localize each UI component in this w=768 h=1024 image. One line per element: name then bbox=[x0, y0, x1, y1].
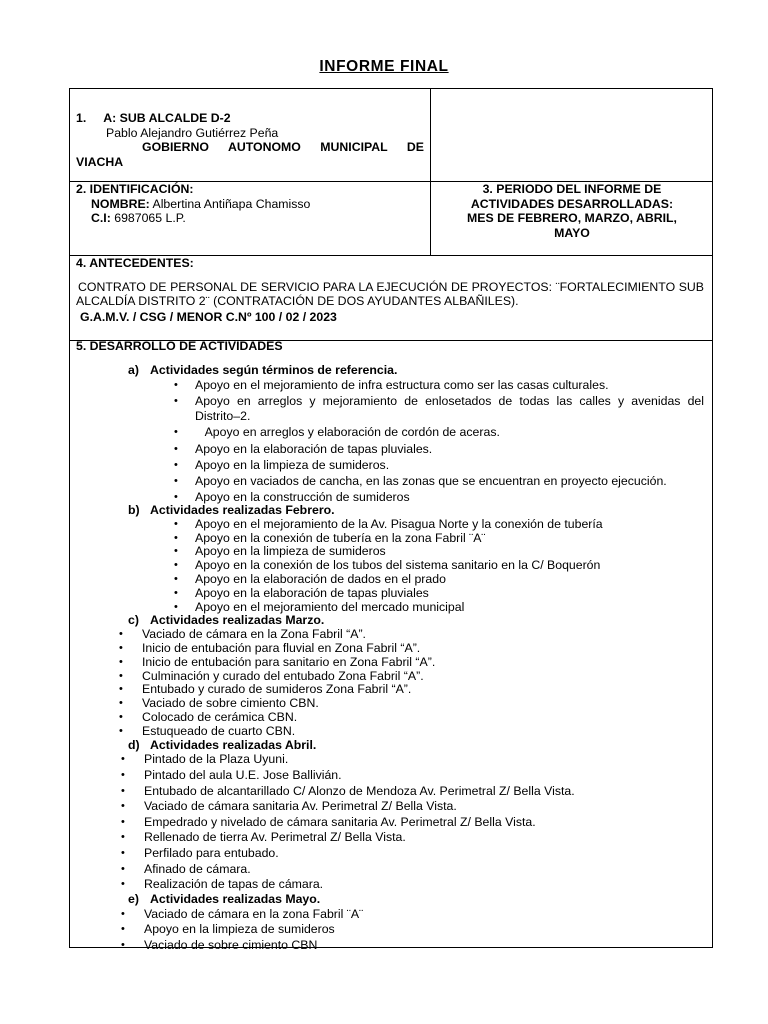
group-letter: e) bbox=[128, 891, 139, 906]
group-letter: b) bbox=[128, 503, 140, 518]
list-item: • Pintado de la Plaza Uyuni. bbox=[121, 752, 704, 768]
document-title: INFORME FINAL bbox=[319, 58, 449, 75]
list-item: • Colocado de cerámica CBN. bbox=[119, 711, 704, 725]
list-item: • Apoyo en la limpieza de sumideros. bbox=[121, 458, 704, 473]
list-item: • Pintado del aula U.E. Jose Ballivián. bbox=[121, 768, 704, 784]
group-letter: d) bbox=[128, 737, 140, 752]
section-background bbox=[76, 256, 704, 324]
group-e-heading bbox=[76, 893, 704, 907]
list-item: • Apoyo en la elaboración de tapas pluviales. bbox=[121, 442, 704, 457]
section-activities bbox=[76, 340, 704, 953]
list-item: • Apoyo en la conexión de tubería en la zona Fabril ¨A¨ bbox=[121, 532, 704, 546]
group-b-list bbox=[76, 518, 704, 615]
list-item: • Vaciado de cámara en la zona Fabril ¨A¨ bbox=[121, 907, 704, 923]
list-item: • Rellenado de tierra Av. Perimetral Z/ Bella Vista. bbox=[121, 830, 704, 846]
list-item: • Apoyo en el mejoramiento de infra estructura como ser las casas culturales. bbox=[121, 378, 704, 393]
background-heading: 4. ANTECEDENTES: bbox=[76, 256, 194, 270]
list-item: • Vaciado de sobre cimiento CBN. bbox=[119, 697, 704, 711]
name-value: Albertina Antiñapa Chamisso bbox=[149, 196, 311, 211]
list-item: • Apoyo en la elaboración de dados en el prado bbox=[121, 573, 704, 587]
list-item: • Culminación y curado del entubado Zona Fabril “A”. bbox=[119, 670, 704, 684]
group-title: Actividades realizadas Mayo. bbox=[150, 891, 321, 906]
list-item: • Vaciado de cámara en la Zona Fabril “A”. bbox=[119, 628, 704, 642]
ci-value: 6987065 L.P. bbox=[110, 211, 186, 225]
list-item: • Vaciado de cámara sanitaria Av. Perimetral Z/ Bella Vista. bbox=[121, 799, 704, 815]
ci-label: C.I: bbox=[91, 211, 111, 225]
column-divider bbox=[430, 88, 431, 256]
identification-heading: 2. IDENTIFICACIÓN: bbox=[76, 182, 194, 196]
list-item: • Apoyo en la construcción de sumideros bbox=[121, 490, 704, 505]
list-item: • Apoyo en vaciados de cancha, en las zonas que se encuentran en proyecto ejecución. bbox=[121, 474, 704, 489]
section-identification bbox=[76, 182, 426, 226]
activities-heading: 5. DESARROLLO DE ACTIVIDADES bbox=[76, 339, 283, 353]
group-b-heading bbox=[76, 504, 704, 518]
list-item: • Entubado de alcantarillado C/ Alonzo de Mendoza Av. Perimetral Z/ Bella Vista. bbox=[121, 784, 704, 800]
group-letter: c) bbox=[128, 613, 139, 628]
list-item: • Apoyo en arreglos y elaboración de cordón de aceras. bbox=[121, 425, 704, 440]
background-paragraph: CONTRATO DE PERSONAL DE SERVICIO PARA LA EJECUCIÓN DE PROYECTOS: ¨FORTALECIMIENTO SUB ALCALDÍA DISTRITO 2¨ (CONTRATACIÓN DE DOS AYUDANTES ALBAÑILES). bbox=[76, 279, 704, 308]
list-item: • Estuqueado de cuarto CBN. bbox=[119, 725, 704, 739]
period-line-1: 3. PERIODO DEL INFORME DE bbox=[482, 182, 662, 196]
list-item: • Apoyo en el mejoramiento de la Av. Pisagua Norte y la conexión de tubería bbox=[121, 518, 704, 532]
recipient-name: Pablo Alejandro Gutiérrez Peña bbox=[106, 125, 279, 140]
group-title: Actividades realizadas Marzo. bbox=[150, 613, 325, 628]
group-d-list bbox=[76, 752, 704, 892]
list-item: • Apoyo en arreglos y mejoramiento de enlosetados de todas las calles y avenidas del Distrito–2. bbox=[121, 394, 704, 423]
list-item: • Inicio de entubación para sanitario en Zona Fabril “A”. bbox=[119, 656, 704, 670]
list-item: • Realización de tapas de cámara. bbox=[121, 877, 704, 893]
list-item: • Inicio de entubación para fluvial en Zona Fabril “A”. bbox=[119, 642, 704, 656]
group-a-heading bbox=[76, 364, 704, 378]
group-letter: a) bbox=[128, 362, 139, 377]
list-item: • Perfilado para entubado. bbox=[121, 846, 704, 862]
group-title: Actividades realizadas Febrero. bbox=[150, 503, 335, 518]
list-item: • Apoyo en la conexión de los tubos del sistema sanitario en la C/ Boquerón bbox=[121, 559, 704, 573]
name-label: NOMBRE: bbox=[91, 196, 150, 211]
list-item: • Entubado y curado de sumideros Zona Fabril “A”. bbox=[119, 683, 704, 697]
group-title: Actividades según términos de referencia. bbox=[150, 362, 398, 377]
section-recipient bbox=[76, 111, 424, 169]
contract-reference: G.A.M.V. / CSG / MENOR C.Nº 100 / 02 / 2023 bbox=[80, 309, 337, 324]
list-item: • Apoyo en la limpieza de sumideros bbox=[121, 545, 704, 559]
list-item: • Vaciado de sobre cimiento CBN bbox=[121, 938, 704, 954]
institution-line-1: GOBIERNO AUTONOMO MUNICIPAL DE bbox=[142, 140, 424, 154]
group-c-heading bbox=[76, 614, 704, 628]
group-a-list bbox=[76, 378, 704, 505]
period-line-4: MAYO bbox=[554, 225, 590, 240]
list-item: • Empedrado y nivelado de cámara sanitaria Av. Perimetral Z/ Bella Vista. bbox=[121, 815, 704, 831]
recipient-heading: A: SUB ALCALDE D-2 bbox=[103, 111, 231, 125]
list-item: • Apoyo en la elaboración de tapas pluviales bbox=[121, 587, 704, 601]
group-c-list bbox=[76, 628, 704, 738]
section-number: 1. bbox=[76, 111, 87, 125]
list-item: • Apoyo en el mejoramiento del mercado municipal bbox=[121, 601, 704, 615]
period-line-2: ACTIVIDADES DESARROLLADAS: bbox=[470, 196, 674, 211]
period-line-3: MES DE FEBRERO, MARZO, ABRIL, bbox=[467, 211, 677, 225]
list-item: • Apoyo en la limpieza de sumideros bbox=[121, 922, 704, 938]
list-item: • Afinado de cámara. bbox=[121, 862, 704, 878]
institution-line-2: VIACHA bbox=[76, 154, 124, 169]
group-e-list bbox=[76, 907, 704, 954]
group-title: Actividades realizadas Abril. bbox=[150, 737, 317, 752]
section-period bbox=[432, 182, 712, 240]
group-d-heading bbox=[76, 739, 704, 753]
